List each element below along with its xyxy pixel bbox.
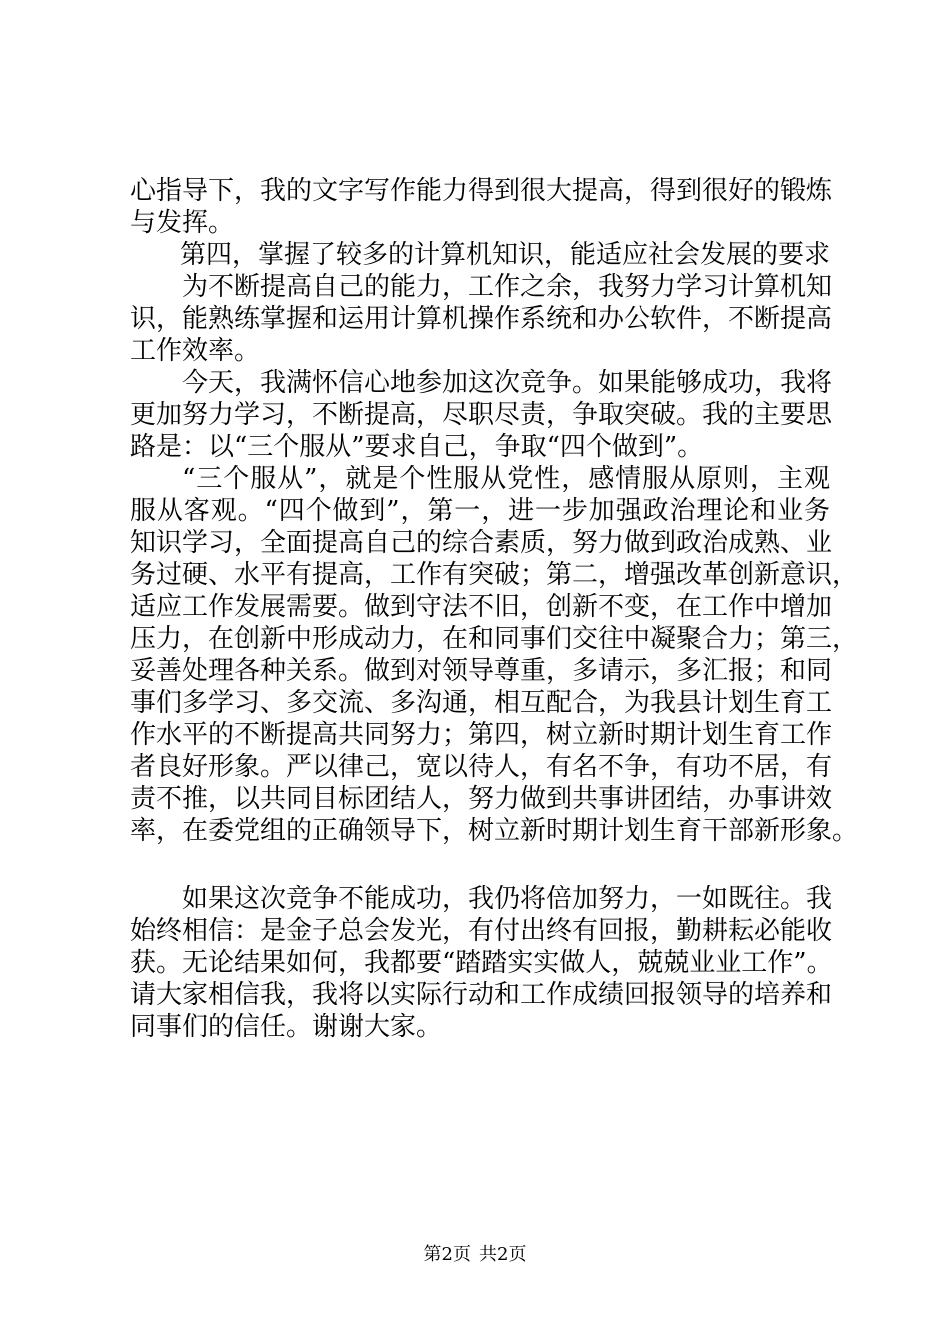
body-line: 适应工作发展需要。做到守法不旧，创新不变，在工作中增加 [130, 592, 833, 622]
body-line: 知识学习，全面提高自己的综合素质，努力做到政治成熟、业 [130, 528, 833, 558]
body-line: 压力，在创新中形成动力，在和同事们交往中凝聚合力；第三， [130, 624, 859, 654]
body-line: 服从客观。“四个做到”，第一，进一步加强政治理论和业务 [130, 496, 830, 526]
body-line: 作水平的不断提高共同努力；第四，树立新时期计划生育工作 [130, 720, 833, 750]
body-line: 如果这次竞争不能成功，我仍将倍加努力，一如既往。我 [182, 884, 833, 914]
page-total: 共2页 [479, 1244, 527, 1265]
body-line: 更加努力学习，不断提高，尽职尽责，争取突破。我的主要思 [130, 400, 833, 430]
body-line: 今天，我满怀信心地参加这次竞争。如果能够成功，我将 [182, 368, 833, 398]
body-line: 工作效率。 [130, 336, 261, 366]
body-line: 责不推，以共同目标团结人，努力做到共事讲团结，办事讲效 [130, 784, 833, 814]
page-number: 第2页 [423, 1244, 471, 1265]
body-line: 同事们的信任。谢谢大家。 [130, 1012, 443, 1042]
body-line: 请大家相信我，我将以实际行动和工作成绩回报领导的培养和 [130, 980, 833, 1010]
body-line: 者良好形象。严以律己，宽以待人，有名不争，有功不居，有 [130, 752, 833, 782]
body-line: 率，在委党组的正确领导下，树立新时期计划生育干部新形象。 [130, 816, 859, 846]
body-line: 心指导下，我的文字写作能力得到很大提高，得到很好的锻炼 [130, 176, 833, 206]
body-line: 务过硬、水平有提高，工作有突破；第二，增强改革创新意识， [130, 560, 859, 590]
body-line: 获。无论结果如何，我都要“踏踏实实做人，兢兢业业工作”。 [130, 948, 833, 978]
body-line: 识，能熟练掌握和运用计算机操作系统和办公软件，不断提高 [130, 304, 833, 334]
document-body [130, 175, 859, 1043]
body-line: 始终相信：是金子总会发光，有付出终有回报，勤耕耘必能收 [130, 916, 833, 946]
section-heading: 第四，掌握了较多的计算机知识，能适应社会发展的要求 [180, 240, 831, 270]
body-line: 妥善处理各种关系。做到对领导尊重，多请示，多汇报；和同 [130, 656, 833, 686]
body-line: 为不断提高自己的能力，工作之余，我努力学习计算机知 [182, 272, 833, 302]
paragraph-gap [130, 847, 830, 883]
body-line: 事们多学习、多交流、多沟通，相互配合，为我县计划生育工 [130, 688, 833, 718]
body-line: “三个服从”，就是个性服从党性，感情服从原则，主观 [182, 464, 830, 494]
body-line: 路是：以“三个服从”要求自己，争取“四个做到”。 [130, 432, 704, 462]
body-line: 与发挥。 [130, 208, 235, 238]
page-footer [0, 1243, 950, 1267]
